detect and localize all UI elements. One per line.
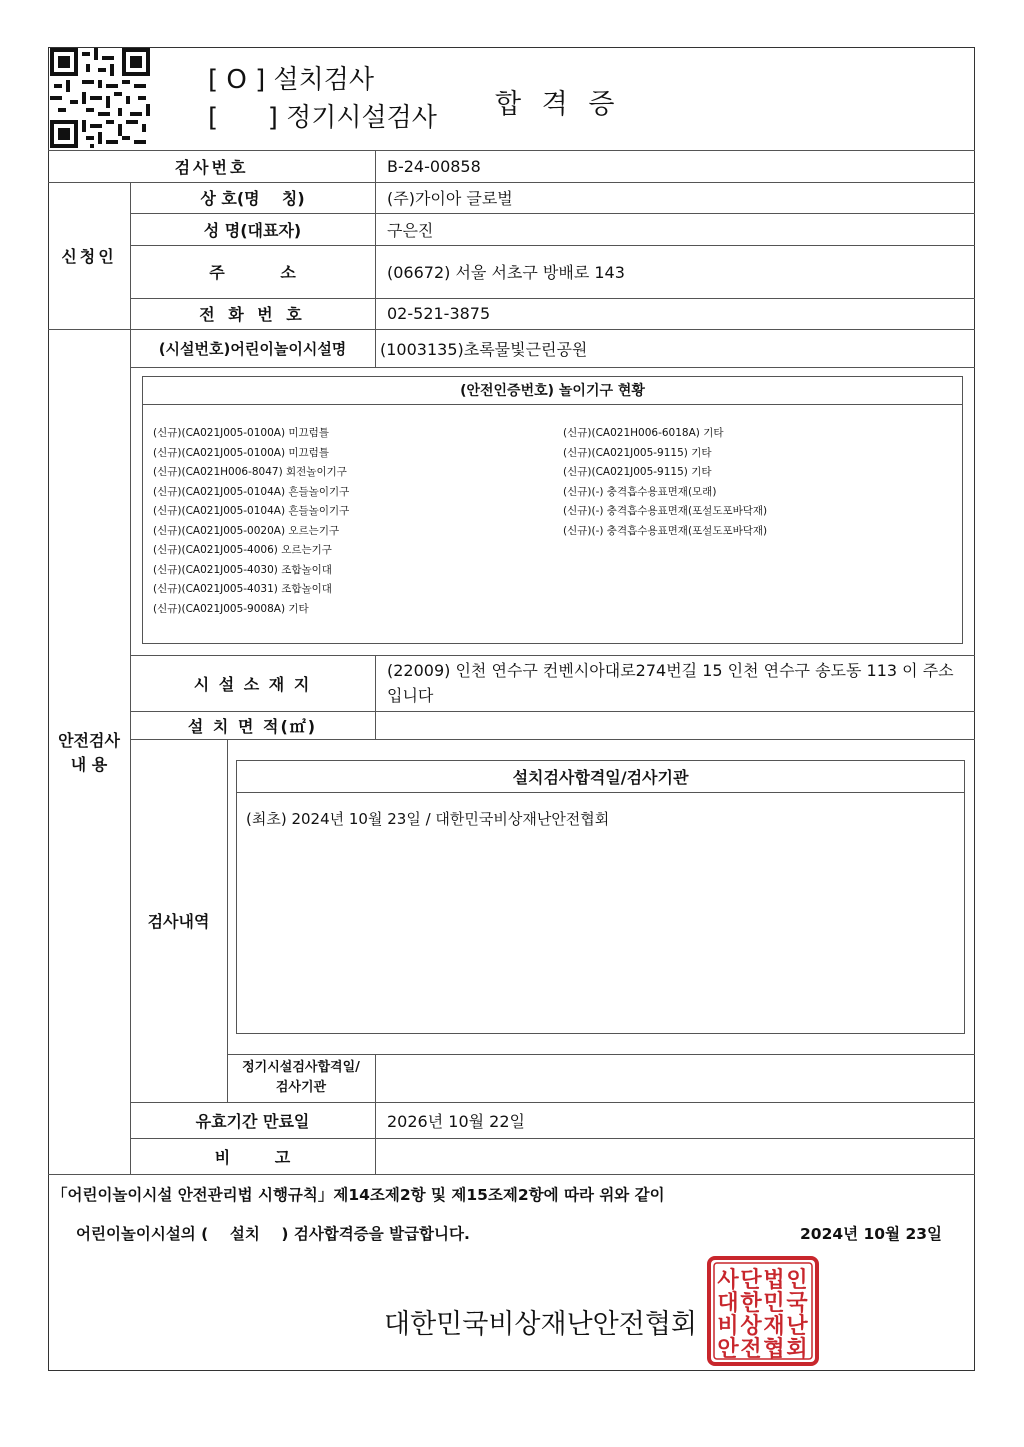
svg-text:협: 협 — [763, 1337, 785, 1362]
device-item: (신규)(CA021J005-0020A) 오르는기구 — [153, 524, 340, 537]
expiry-value: 2026년 10월 22일 — [387, 1111, 525, 1131]
device-item: (신규)(CA021J005-0104A) 흔들놀이기구 — [153, 485, 350, 498]
install-pass-entry: (최초) 2024년 10월 23일 / 대한민국비상재난안전협회 — [246, 809, 610, 828]
svg-text:사: 사 — [717, 1268, 739, 1293]
svg-text:비: 비 — [717, 1314, 739, 1339]
safety-section-label-line1: 안전검사 — [58, 731, 120, 750]
device-item: (신규)(-) 충격흡수용표면재(포설도포바닥재) — [563, 505, 768, 517]
expiry-label: 유효기간 만료일 — [195, 1111, 310, 1131]
device-item: (신규)(CA021J005-0100A) 미끄럼틀 — [153, 427, 329, 439]
svg-text:한: 한 — [740, 1291, 762, 1316]
facility-label: (시설번호)어린이놀이시설명 — [158, 339, 347, 358]
remarks-label: 비 고 — [214, 1147, 291, 1167]
safety-section-label — [48, 720, 130, 786]
issue-date: 2024년 10월 23일 — [800, 1225, 942, 1243]
device-item: (신규)(CA021J005-4030) 조합놀이대 — [153, 563, 332, 576]
svg-text:법: 법 — [763, 1268, 785, 1293]
periodic-inspection-mark: [ ] 정기시설검사 — [208, 103, 437, 133]
area-label: 설 치 면 적(㎡) — [187, 716, 318, 736]
device-item: (신규)(CA021H006-8047) 회전놀이기구 — [153, 466, 347, 478]
periodic-label-line2: 검사기관 — [275, 1080, 327, 1095]
svg-text:재: 재 — [763, 1314, 785, 1339]
device-item: (신규)(CA021J005-9115) 기타 — [563, 446, 712, 459]
official-seal-icon — [706, 1255, 820, 1367]
representative-label: 성 명(대표자) — [203, 220, 302, 240]
statement-line-2: 어린이놀이시설의 ( 설치 ) 검사합격증을 발급합니다. — [76, 1225, 470, 1243]
location-label: 시 설 소 재 지 — [193, 674, 312, 694]
inspection-no-value: B-24-00858 — [387, 156, 481, 176]
device-item: (신규)(CA021J005-9115) 기타 — [563, 466, 712, 478]
device-item: (신규)(CA021J005-9008A) 기타 — [153, 602, 309, 615]
periodic-label — [227, 1054, 375, 1102]
device-item: (신규)(CA021J005-0104A) 흔들놀이기구 — [153, 505, 350, 517]
svg-text:인: 인 — [786, 1268, 808, 1293]
svg-text:민: 민 — [763, 1291, 785, 1316]
applicant-section-label: 신청인 — [61, 247, 117, 266]
svg-text:안: 안 — [717, 1337, 739, 1362]
history-label: 검사내역 — [147, 912, 210, 931]
devices-list-right — [563, 424, 767, 541]
svg-text:단: 단 — [740, 1268, 762, 1293]
svg-text:난: 난 — [786, 1314, 808, 1339]
phone-label: 전 화 번 호 — [199, 305, 306, 324]
location-value: (22009) 인천 연수구 컨벤시아대로274번길 15 인천 연수구 송도동 113 이 주소입니다 — [387, 661, 954, 705]
device-item: (신규)(CA021J005-0100A) 미끄럼틀 — [153, 446, 329, 459]
device-item: (신규)(-) 충격흡수용표면재(모래) — [563, 485, 717, 498]
device-item: (신규)(CA021H006-6018A) 기타 — [563, 427, 724, 439]
representative-value: 구은진 — [387, 220, 434, 240]
facility-value: (1003135)초록물빛근린공원 — [380, 339, 588, 359]
company-value: (주)가이아 글로벌 — [387, 189, 513, 208]
svg-text:대: 대 — [717, 1291, 739, 1316]
statement-line-1: 「어린이놀이시설 안전관리법 시행규칙」제14조제2항 및 제15조제2항에 따라 위와 같이 — [52, 1186, 665, 1204]
devices-list-left — [153, 424, 349, 619]
certificate-title: 합 격 증 — [495, 89, 621, 120]
devices-title: (안전인증번호) 놀이기구 현황 — [460, 383, 645, 399]
device-item: (신규)(-) 충격흡수용표면재(포설도포바닥재) — [563, 524, 768, 537]
install-pass-box — [236, 760, 965, 1034]
issuer-name: 대한민국비상재난안전협회 — [384, 1309, 697, 1340]
install-pass-title: 설치검사합격일/검사기관 — [512, 767, 689, 787]
device-item: (신규)(CA021J005-4006) 오르는기구 — [153, 544, 332, 556]
periodic-label-line1: 정기시설검사합격일/ — [242, 1060, 360, 1075]
phone-value: 02-521-3875 — [387, 304, 491, 323]
svg-text:전: 전 — [740, 1337, 762, 1362]
device-item: (신규)(CA021J005-4031) 조합놀이대 — [153, 583, 332, 595]
svg-text:국: 국 — [786, 1291, 808, 1316]
address-label: 주 소 — [209, 263, 296, 282]
inspection-no-label: 검사번호 — [174, 157, 249, 177]
qr-code-icon — [50, 48, 150, 148]
address-value: (06672) 서울 서초구 방배로 143 — [387, 263, 625, 282]
company-label: 상 호(명 칭) — [200, 189, 305, 208]
svg-text:회: 회 — [786, 1337, 808, 1362]
svg-text:상: 상 — [740, 1314, 762, 1339]
install-inspection-mark: [ O ] 설치검사 — [208, 65, 375, 95]
safety-section-label-line2: 내 용 — [70, 755, 108, 774]
